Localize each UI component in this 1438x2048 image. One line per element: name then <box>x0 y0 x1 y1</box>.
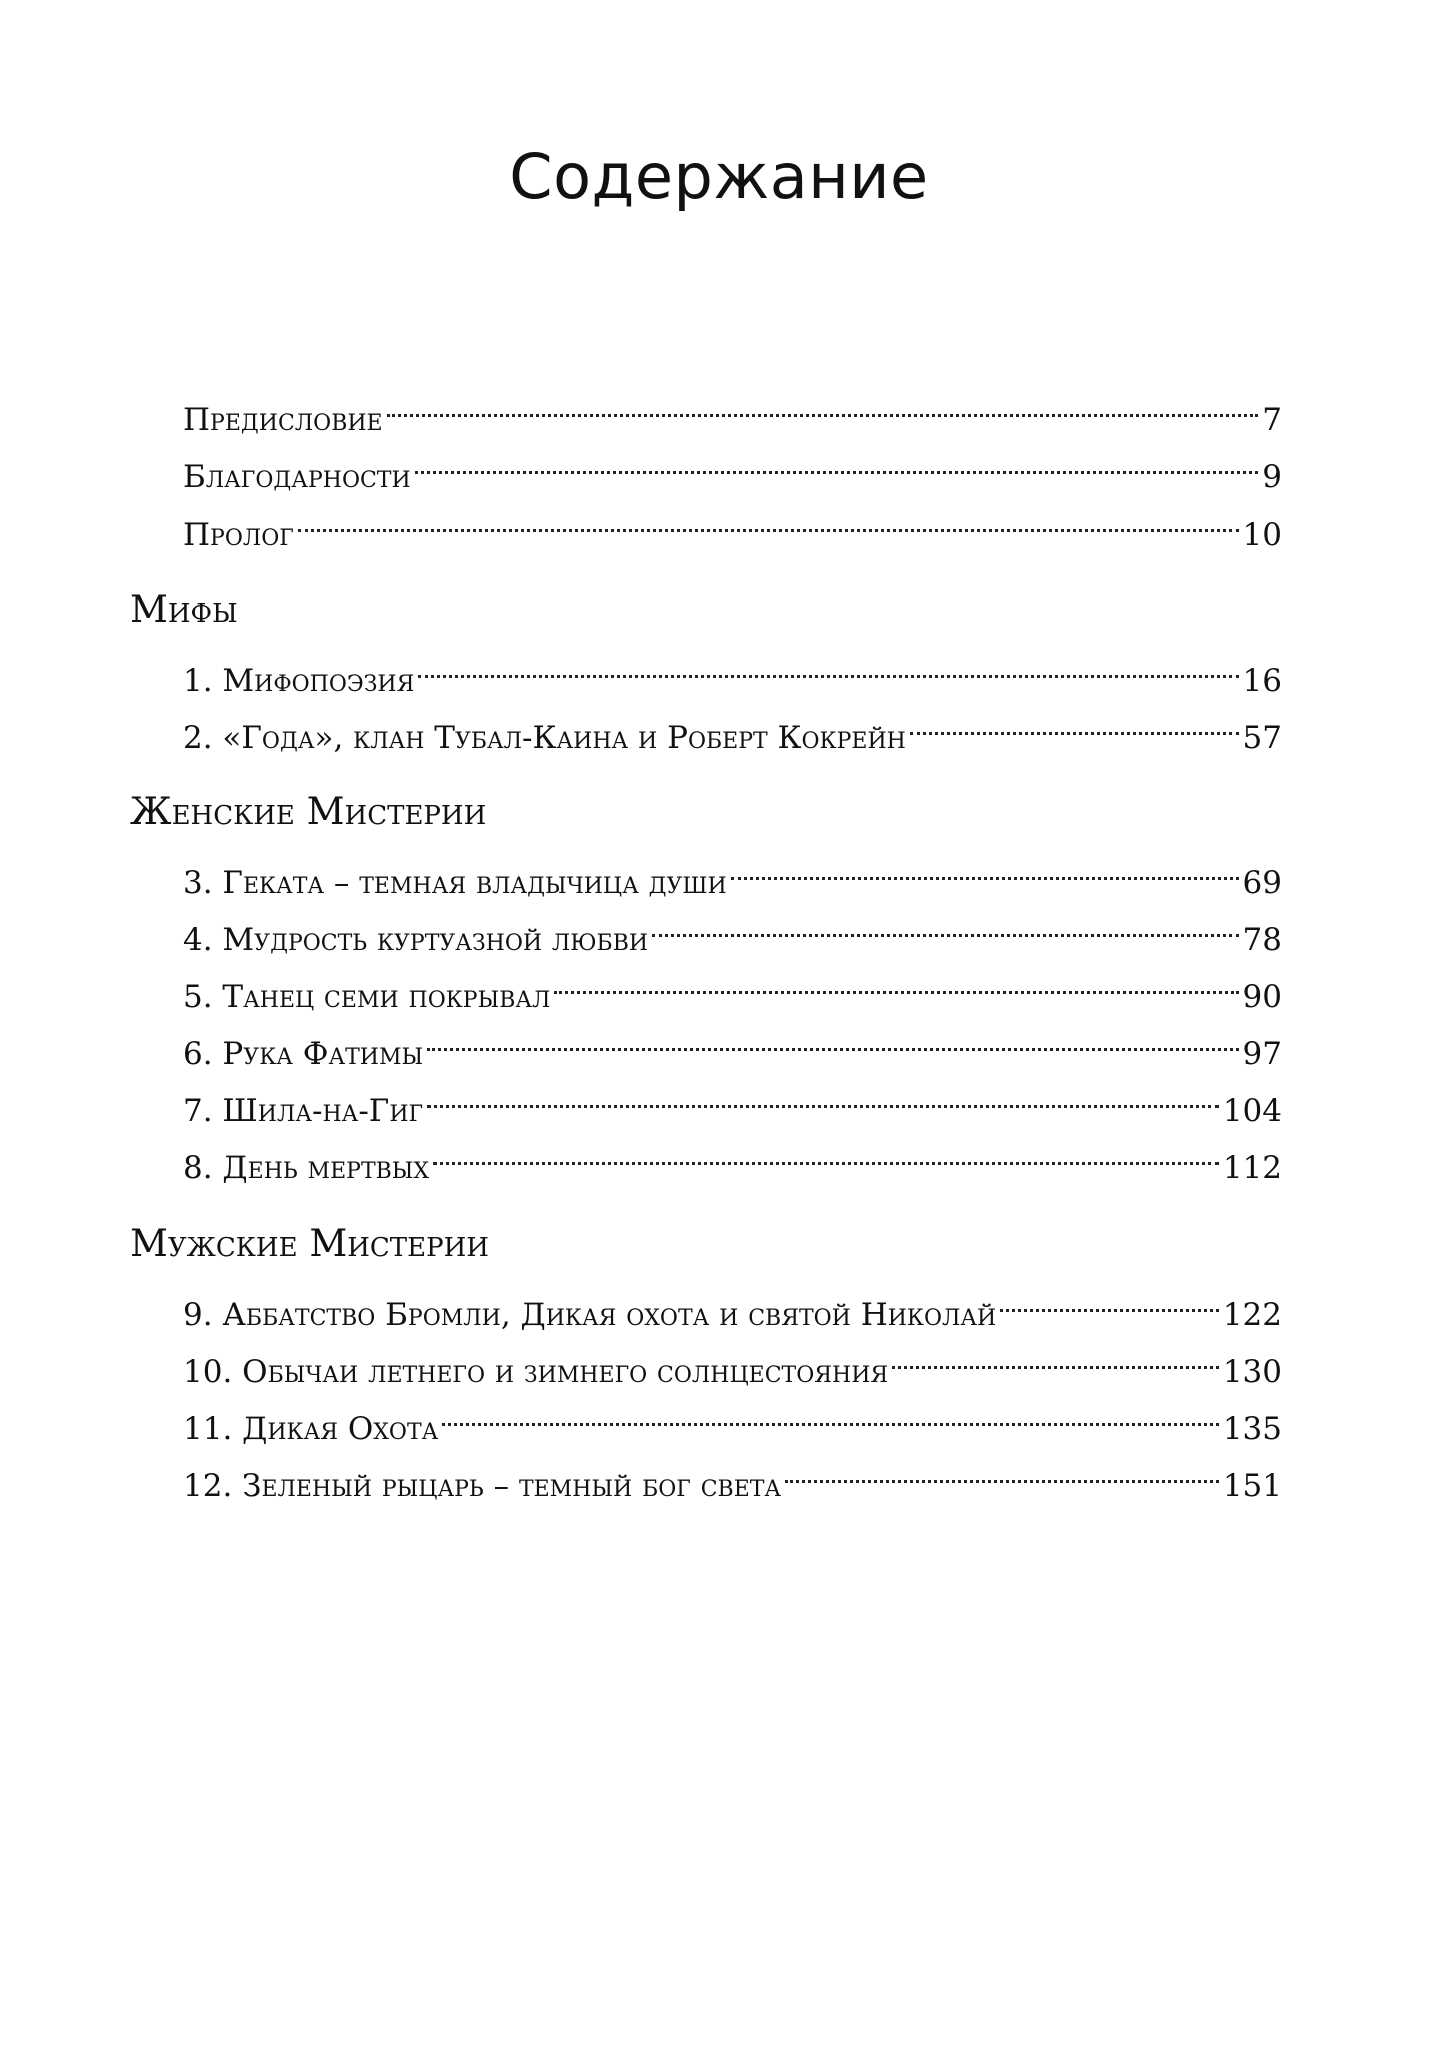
toc-entry-11[interactable] <box>183 1395 1282 1447</box>
dot-leader <box>427 1077 1219 1121</box>
section-heading-myths: Мифы <box>130 588 238 631</box>
toc-entry-page: 7 <box>1262 402 1282 438</box>
toc-entry-9[interactable] <box>183 1281 1282 1333</box>
toc-entry-8[interactable] <box>183 1134 1282 1186</box>
toc-entry-label: 5. Танец семи покрывал <box>183 979 551 1015</box>
dot-leader <box>415 443 1259 487</box>
toc-entry-page: 9 <box>1262 459 1282 495</box>
dot-leader <box>731 849 1239 893</box>
toc-entry-page: 97 <box>1242 1036 1282 1072</box>
toc-entry-page: 104 <box>1222 1093 1282 1129</box>
toc-entry-page: 112 <box>1222 1150 1282 1186</box>
toc-entry-label: Благодарности <box>183 459 411 495</box>
toc-entry-1[interactable] <box>183 647 1282 699</box>
toc-entry-page: 151 <box>1222 1468 1282 1504</box>
toc-entry-page: 130 <box>1222 1354 1282 1390</box>
toc-entry-label: 12. Зеленый рыцарь – темный бог света <box>183 1468 782 1504</box>
toc-entry-label: Пролог <box>183 517 294 553</box>
dot-leader <box>442 1395 1219 1439</box>
toc-entry-3[interactable] <box>183 849 1282 901</box>
toc-entry-label: 8. День мертвых <box>183 1150 430 1186</box>
toc-entry-label: 4. Мудрость куртуазной любви <box>183 922 649 958</box>
toc-entry-label: 2. «Года», клан Тубал-Каина и Роберт Кокрейн <box>183 720 906 756</box>
toc-entry-page: 122 <box>1222 1297 1282 1333</box>
toc-entry-page: 57 <box>1242 720 1282 756</box>
dot-leader <box>910 704 1239 748</box>
toc-entry-10[interactable] <box>183 1338 1282 1390</box>
toc-entry-page: 69 <box>1242 865 1282 901</box>
toc-entry-page: 90 <box>1242 979 1282 1015</box>
dot-leader <box>892 1338 1219 1382</box>
toc-entry-page: 78 <box>1242 922 1282 958</box>
toc-entry-prologue[interactable] <box>183 501 1282 553</box>
toc-entry-label: 3. Геката – темная владычица души <box>183 865 727 901</box>
dot-leader <box>298 501 1239 545</box>
section-heading-womens-mysteries: Женские Мистерии <box>130 790 487 833</box>
dot-leader <box>1000 1281 1219 1325</box>
dot-leader <box>554 963 1238 1007</box>
toc-entry-7[interactable] <box>183 1077 1282 1129</box>
toc-entry-label: 6. Рука Фатимы <box>183 1036 424 1072</box>
toc-entry-label: 1. Мифопоэзия <box>183 663 415 699</box>
dot-leader <box>418 647 1238 691</box>
toc-entry-6[interactable] <box>183 1020 1282 1072</box>
toc-entry-5[interactable] <box>183 963 1282 1015</box>
toc-entry-label: 11. Дикая Охота <box>183 1411 439 1447</box>
toc-entry-12[interactable] <box>183 1452 1282 1504</box>
page-title: Содержание <box>509 140 929 213</box>
dot-leader <box>387 386 1259 430</box>
toc-entry-label: 7. Шила-на-Гиг <box>183 1093 424 1129</box>
toc-entry-page: 10 <box>1242 517 1282 553</box>
dot-leader <box>652 906 1239 950</box>
toc-entry-page: 16 <box>1242 663 1282 699</box>
toc-entry-label: 10. Обычаи летнего и зимнего солнцестояния <box>183 1354 889 1390</box>
toc-entry-acknowledgements[interactable] <box>183 443 1282 495</box>
toc-entry-4[interactable] <box>183 906 1282 958</box>
toc-entry-preface[interactable] <box>183 386 1282 438</box>
dot-leader <box>785 1452 1219 1496</box>
dot-leader <box>427 1020 1238 1064</box>
toc-entry-page: 135 <box>1222 1411 1282 1447</box>
toc-entry-label: 9. Аббатство Бромли, Дикая охота и святой Николай <box>183 1297 997 1333</box>
section-heading-mens-mysteries: Мужские Мистерии <box>130 1222 489 1265</box>
toc-entry-label: Предисловие <box>183 402 383 438</box>
toc-entry-2[interactable] <box>183 704 1282 756</box>
dot-leader <box>433 1134 1219 1178</box>
